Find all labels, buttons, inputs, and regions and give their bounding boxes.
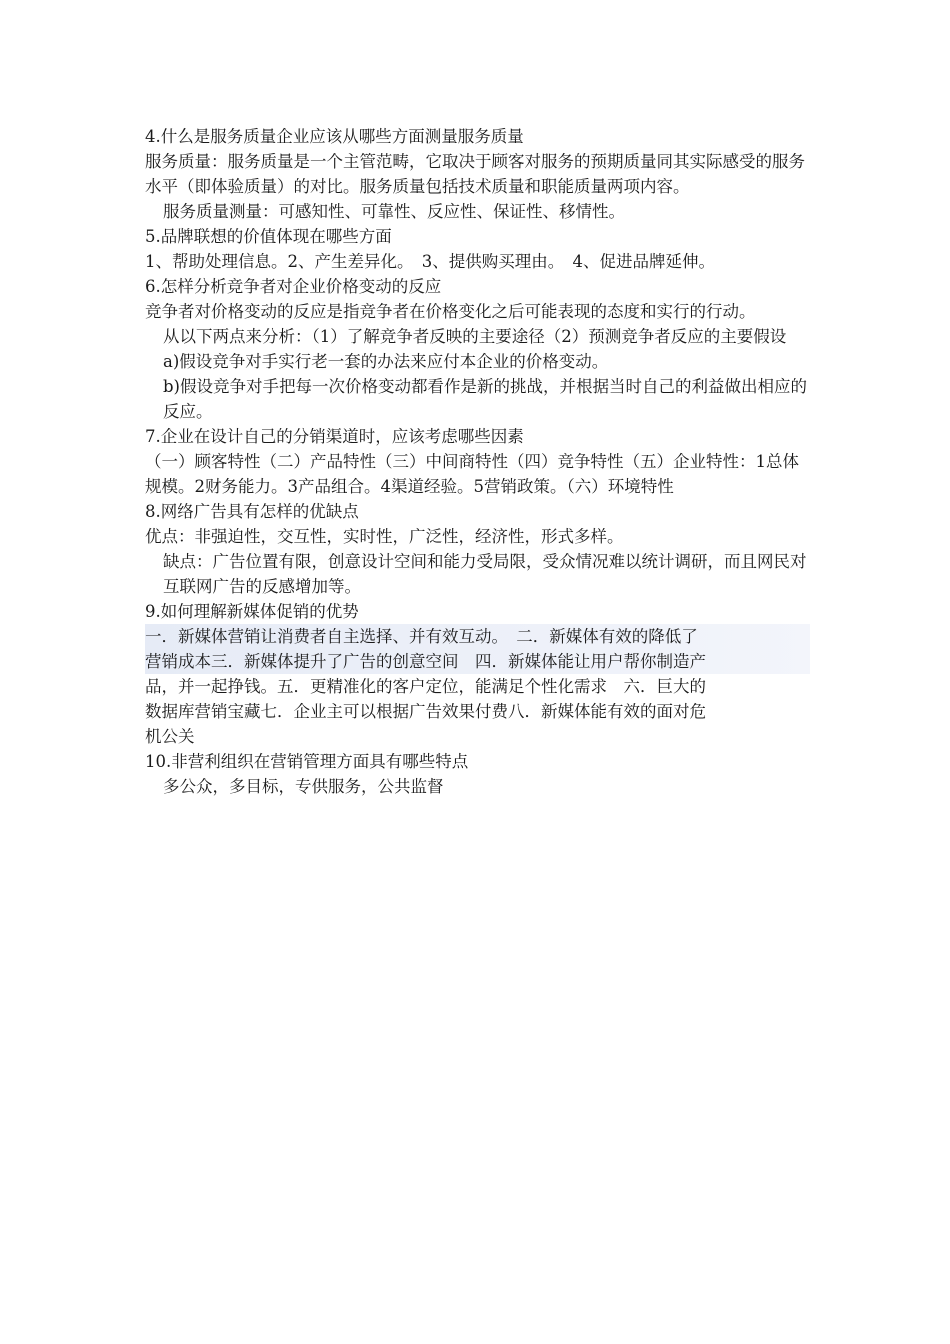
question-8-answer-advantages: 优点：非强迫性，交互性，实时性，广泛性，经济性，形式多样。 <box>145 527 624 546</box>
question-9-answer-line: 品，并一起挣钱。五．更精准化的客户定位，能满足个性化需求 六．巨大的 <box>145 677 706 696</box>
question-6-answer-analysis: 从以下两点来分析：（1）了解竞争者反映的主要途径（2）预测竞争者反应的主要假设 <box>163 327 787 346</box>
question-5-title: 5.品牌联想的价值体现在哪些方面 <box>145 227 392 246</box>
question-10-answer: 多公众，多目标，专供服务，公共监督 <box>163 777 444 796</box>
question-6-answer-assumption-b: b)假设竞争对手把每一次价格变动都看作是新的挑战，并根据当时自己的利益做出相应的反应。 <box>163 377 807 421</box>
question-6-title: 6.怎样分析竞争者对企业价格变动的反应 <box>145 277 442 296</box>
document-body <box>145 124 810 799</box>
question-5-answer: 1、帮助处理信息。2、产生差异化。 3、提供购买理由。 4、促进品牌延伸。 <box>145 252 715 271</box>
question-10-title: 10.非营利组织在营销管理方面具有哪些特点 <box>145 752 469 771</box>
question-9-answer-line: 一．新媒体营销让消费者自主选择、并有效互动。 二．新媒体有效的降低了 <box>145 624 810 649</box>
question-4-title: 4.什么是服务质量企业应该从哪些方面测量服务质量 <box>145 127 524 146</box>
question-8-title: 8.网络广告具有怎样的优缺点 <box>145 502 359 521</box>
question-6-answer-definition: 竞争者对价格变动的反应是指竞争者在价格变化之后可能表现的态度和实行的行动。 <box>145 302 756 321</box>
question-6-answer-assumption-a: a)假设竞争对手实行老一套的办法来应付本企业的价格变动。 <box>163 352 609 371</box>
question-9-answer-line: 机公关 <box>145 727 195 746</box>
question-4-answer-measurement: 服务质量测量：可感知性、可靠性、反应性、保证性、移情性。 <box>163 202 625 221</box>
question-9-answer-line: 数据库营销宝藏七．企业主可以根据广告效果付费八．新媒体能有效的面对危 <box>145 702 706 721</box>
question-8-answer-disadvantages: 缺点：广告位置有限，创意设计空间和能力受局限，受众情况难以统计调研，而且网民对互联网广告的反感增加等。 <box>163 552 807 596</box>
question-4-answer-definition: 服务质量：服务质量是一个主管范畴，它取决于顾客对服务的预期质量同其实际感受的服务水平（即体验质量）的对比。服务质量包括技术质量和职能质量两项内容。 <box>145 152 805 196</box>
question-7-title: 7.企业在设计自己的分销渠道时，应该考虑哪些因素 <box>145 427 524 446</box>
question-7-answer: （一）顾客特性（二）产品特性（三）中间商特性（四）竞争特性（五）企业特性：1总体规模。2财务能力。3产品组合。4渠道经验。5营销政策。（六）环境特性 <box>145 452 799 496</box>
question-9-title: 9.如何理解新媒体促销的优势 <box>145 602 359 621</box>
question-9-answer-line: 营销成本三．新媒体提升了广告的创意空间 四．新媒体能让用户帮你制造产 <box>145 649 810 674</box>
